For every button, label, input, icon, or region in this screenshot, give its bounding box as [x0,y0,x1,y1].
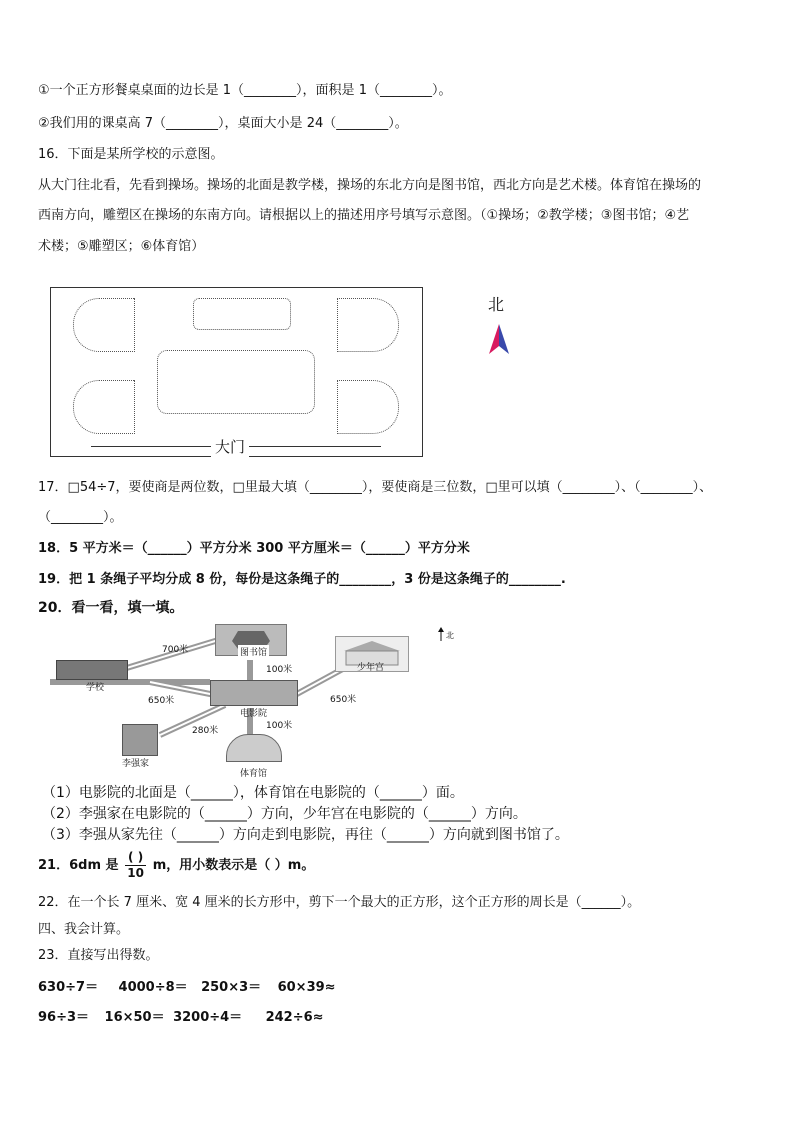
q21-numerator: ( ) [125,850,146,866]
gate-label: 大门 [211,436,249,457]
q19-text: 19．把 1 条绳子平均分成 8 份，每份是这条绳子的________，3 份是这条绳子的________. [38,572,566,587]
lis-home-building [122,724,158,756]
q23-item: 16×50＝ [104,1010,165,1025]
q21-suffix: m，用小数表示是（ ）m。 [152,858,315,873]
diagram-slot-southeast[interactable] [337,380,399,434]
library-label: 图书馆 [238,645,269,658]
distance-cinema-palace: 650米 [330,695,357,705]
q23-item: 242÷6≈ [265,1010,324,1025]
distance-cinema-gym: 100米 [266,721,293,731]
q20-sub2: （2）李强家在电影院的（______）方向，少年宫在电影院的（______）方向。 [42,806,527,822]
gym-building [226,734,282,762]
q22-text: 22．在一个长 7 厘米、宽 4 厘米的长方形中，剪下一个最大的正方形，这个正方形的周长是（______）。 [38,895,641,910]
q20-sub1: （1）电影院的北面是（______），体育馆在电影院的（______）面。 [42,785,464,801]
q21-denominator: 10 [127,866,144,880]
diagram-slot-northwest[interactable] [73,298,135,352]
q17-line1: 17．□54÷7，要使商是两位数，□里最大填（________），要使商是三位数，□里可以填（________）、（________）、 [38,480,713,495]
cinema-building [210,680,298,706]
map-north-label: 北 [446,631,454,640]
q23-title: 23．直接写出得数。 [38,948,159,963]
q20-title: 20．看一看，填一填。 [38,600,184,616]
q17-line2: （________）。 [38,510,123,525]
distance-library-cinema: 100米 [266,665,293,675]
cinema-label: 电影院 [240,709,268,719]
q23-item: 96÷3＝ [38,1010,90,1025]
youth-palace-label: 少年宫 [357,663,385,673]
q23-item: 3200÷4＝ [173,1010,243,1025]
q18-text: 18．5 平方米＝（______）平方分米 300 平方厘米＝（______）平方分米 [38,541,470,556]
diagram-slot-southwest[interactable] [73,380,135,434]
north-arrow-icon [487,322,511,356]
school-building [56,660,128,680]
distance-school-cinema: 650米 [148,696,175,706]
q23-row2 [38,1009,336,1027]
distance-school-library: 700米 [162,645,189,655]
school-diagram [50,287,423,457]
diagram-slot-center[interactable] [157,350,315,414]
q15-line2: ②我们用的课桌高 7（________），桌面大小是 24（________）。 [38,116,408,131]
q16-desc-line3: 术楼；⑤雕塑区；⑥体育馆） [38,239,205,254]
diagram-slot-northeast[interactable] [337,298,399,352]
q23-item: 4000÷8＝ [118,980,188,995]
north-label: 北 [488,295,505,314]
q21-line [38,850,314,881]
q15-line1: ①一个正方形餐桌桌面的边长是 1（________），面积是 1（________）。 [38,83,452,98]
lis-home-label: 李强家 [122,759,150,769]
q16-title: 16．下面是某所学校的示意图。 [38,147,224,162]
diagram-slot-north[interactable] [193,298,291,330]
gym-label: 体育馆 [240,769,268,779]
q16-desc-line1: 从大门往北看，先看到操场。操场的北面是教学楼，操场的东北方向是图书馆，西北方向是艺术楼。体育馆在操场的 [38,178,702,193]
q20-sub3: （3）李强从家先往（______）方向走到电影院，再往（______）方向就到图书馆了。 [42,827,569,843]
distance-home-cinema: 280米 [192,726,219,736]
q16-desc-line2: 西南方向，雕塑区在操场的东南方向。请根据以上的描述用序号填写示意图。（①操场；②教学楼；③图书馆；④艺 [38,208,690,223]
q23-item: 60×39≈ [277,980,336,995]
q23-item: 630÷7＝ [38,980,99,995]
q23-row1 [38,979,348,997]
q21-prefix: 21．6dm 是 [38,858,119,873]
q23-item: 250×3＝ [201,980,262,995]
school-label: 学校 [86,683,105,693]
town-map [50,620,470,785]
map-north-arrow-icon [436,626,446,642]
q21-fraction [125,850,146,881]
section4-title: 四、我会计算。 [38,922,130,937]
